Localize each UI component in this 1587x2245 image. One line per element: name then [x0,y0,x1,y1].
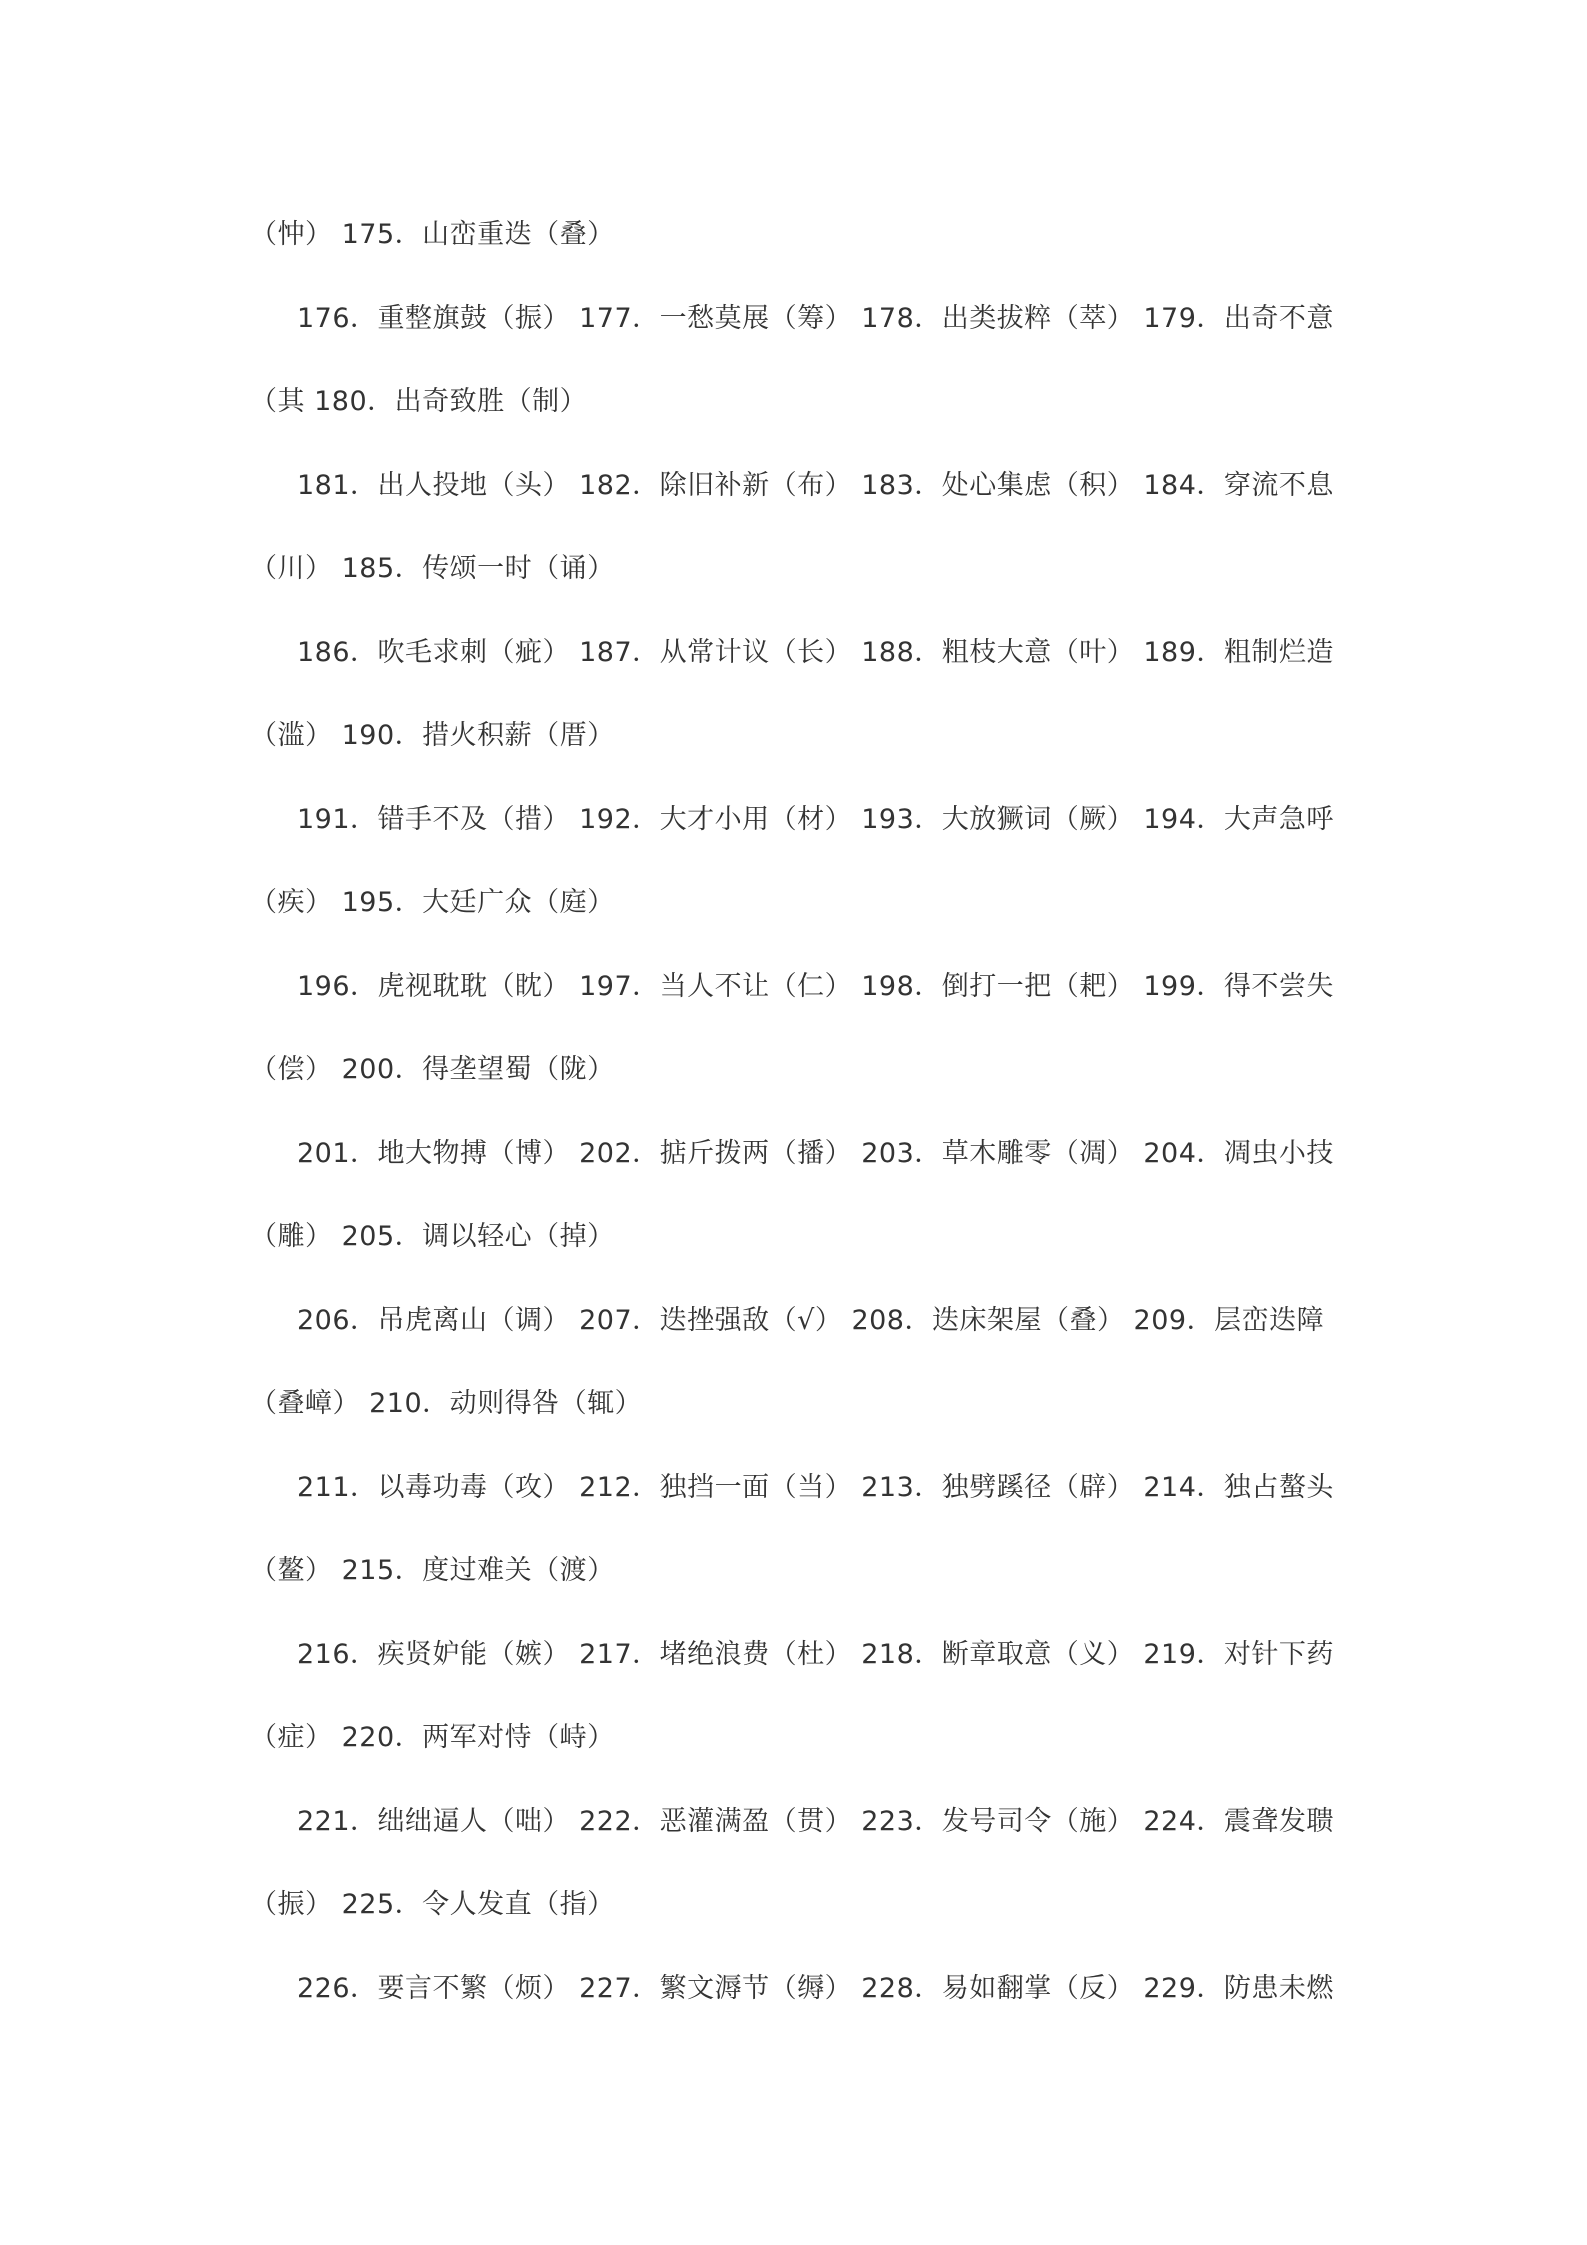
text-line: （疾） 195．大廷广众（庭） [250,887,615,918]
text-line: 216．疾贤妒能（嫉） 217．堵绝浪费（杜） 218．断章取意（义） 219．对针下药 [297,1638,1334,1670]
text-line: （偿） 200．得垄望蜀（陇） [250,1054,615,1085]
text-line: 186．吹毛求刺（疵） 187．从常计议（长） 188．粗枝大意（叶） 189．粗制烂造 [297,636,1334,668]
text-line: 226．要言不繁（烦） 227．繁文溽节（缛） 228．易如翻掌（反） 229．防患未燃 [297,1972,1334,2004]
text-line: 196．虎视耽耽（眈） 197．当人不让（仁） 198．倒打一把（耙） 199．得不尝失 [297,970,1334,1002]
text-line: （川） 185．传颂一时（诵） [250,553,615,584]
text-line: （振） 225．令人发直（指） [250,1889,615,1920]
text-line: 201．地大物搏（博） 202．掂斤拨两（播） 203．草木雕零（凋） 204．凋虫小技 [297,1137,1334,1169]
text-line: 181．出人投地（头） 182．除旧补新（布） 183．处心集虑（积） 184．穿流不息 [297,469,1334,501]
text-line: （症） 220．两军对恃（峙） [250,1722,615,1753]
text-line: （其 180．出奇致胜（制） [250,386,588,417]
text-line: 206．吊虎离山（调） 207．迭挫强敌（√） 208．迭床架屋（叠） 209．层峦迭障 [297,1304,1325,1336]
text-line: （忡） 175．山峦重迭（叠） [250,219,615,250]
text-line: （叠嶂） 210．动则得咎（辄） [250,1388,643,1419]
text-line: 176．重整旗鼓（振） 177．一愁莫展（筹） 178．出类拔粹（萃） 179．出奇不意 [297,302,1334,334]
text-line: （滥） 190．措火积薪（厝） [250,720,615,751]
document-page [250,212,1355,2049]
text-line: （雕） 205．调以轻心（掉） [250,1221,615,1252]
text-line: 211．以毒功毒（攻） 212．独挡一面（当） 213．独劈蹊径（辟） 214．独占螯头 [297,1471,1334,1503]
text-line: 221．绌绌逼人（咄） 222．恶灌满盈（贯） 223．发号司令（施） 224．震聋发聩 [297,1805,1334,1837]
text-line: （鳌） 215．度过难关（渡） [250,1555,615,1586]
text-line: 191．错手不及（措） 192．大才小用（材） 193．大放獗词（厥） 194．大声急呼 [297,803,1334,835]
